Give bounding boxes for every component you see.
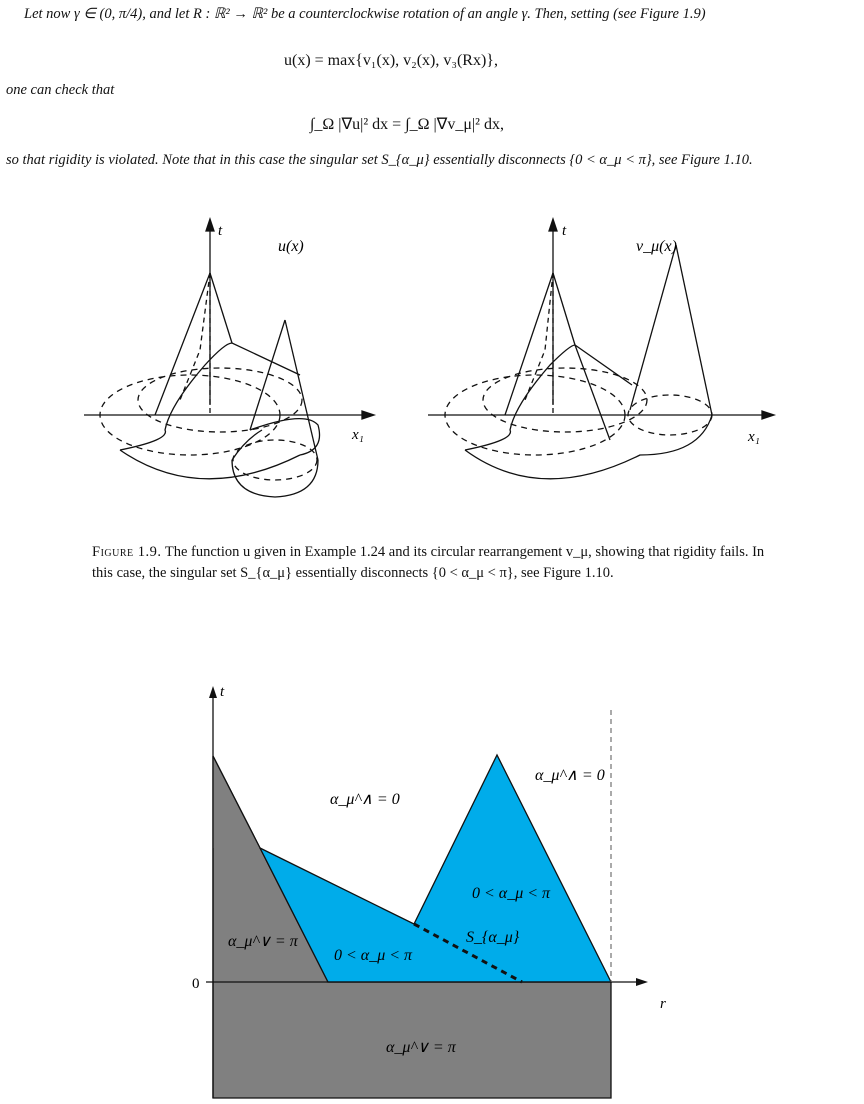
left-cone2-edge — [285, 320, 318, 460]
paragraph-2: one can check that — [6, 82, 115, 98]
left-x-arrow-icon — [362, 411, 374, 419]
left-function-label: u(x) — [278, 238, 304, 255]
figure-1-10 — [0, 680, 864, 1100]
right-t-arrow-icon — [549, 219, 557, 231]
label-bottom-gray: α_μ^∨ = π — [386, 1039, 456, 1056]
r-arrow-icon — [636, 978, 648, 986]
label-top-right: α_μ^∧ = 0 — [535, 767, 605, 784]
right-function-label: v_μ(x) — [636, 238, 677, 255]
right-cone-edge — [630, 245, 676, 410]
figure-1-9 — [0, 215, 864, 515]
figure-1-9-right-panel — [428, 219, 774, 479]
left-axis-t-label: t — [218, 223, 223, 239]
equation-integral: ∫_Ω |∇u|² dx = ∫_Ω |∇v_μ|² dx, — [310, 116, 504, 133]
figure-1-9-left-panel — [84, 219, 374, 497]
caption-body: The function u given in Example 1.24 and its circular rearrangement v_μ, showing that rigidity fails. In this case, the singular set S_{α_μ} essentially disconnects {0 < α_μ < π}, see Figure 1.10. — [92, 544, 765, 581]
paragraph-1: Let now γ ∈ (0, π/4), and let R : ℝ² → ℝ² be a counterclockwise rotation of an angle γ. Then, setting (see Figure 1.9) — [24, 6, 706, 22]
right-x-arrow-icon — [762, 411, 774, 419]
right-axis-x-label: x₁ — [748, 429, 760, 445]
blue-region — [260, 755, 611, 982]
caption-figure-1-9 — [92, 542, 772, 584]
caption-lead: Figure 1.9. — [92, 544, 162, 560]
axis-r-label: r — [660, 996, 666, 1012]
left-cone-edge — [210, 273, 232, 343]
label-left-gray: α_μ^∨ = π — [228, 933, 298, 950]
label-top-left: α_μ^∧ = 0 — [330, 791, 400, 808]
t-arrow-icon — [209, 686, 217, 698]
equation-u-max: u(x) = max{v₁(x), v₂(x), v₃(Rx)}, — [284, 52, 498, 69]
tick-zero-label: 0 — [192, 976, 200, 992]
label-singular-set: S_{α_μ} — [466, 929, 520, 946]
label-blue-left: 0 < α_μ < π — [334, 947, 413, 964]
right-cone-edge — [676, 245, 712, 415]
left-axis-x-label: x₁ — [352, 427, 364, 443]
left-t-arrow-icon — [206, 219, 214, 231]
paragraph-3: so that rigidity is violated. Note that in this case the singular set S_{α_μ} essentially disconnects {0 < α_μ < π}, see Figure 1.10. — [6, 152, 753, 168]
axis-t-label: t — [220, 684, 225, 700]
right-axis-t-label: t — [562, 223, 567, 239]
label-blue-right: 0 < α_μ < π — [472, 885, 551, 902]
